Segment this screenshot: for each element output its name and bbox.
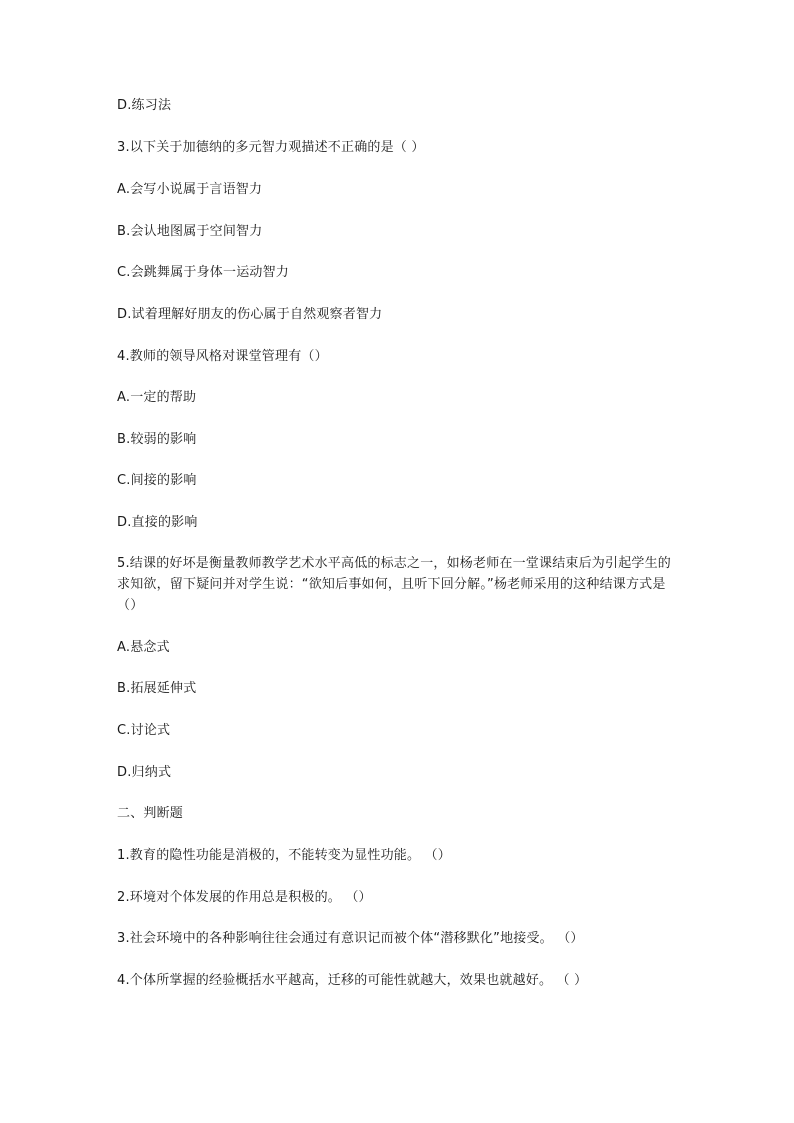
q4-question: 4.教师的领导风格对课堂管理有（） — [117, 349, 328, 364]
q4-option-d: D.直接的影响 — [117, 515, 198, 530]
q2-option-d: D.练习法 — [117, 98, 172, 113]
section-heading-true-false: 二、判断题 — [117, 806, 184, 821]
tf-question-1: 1.教育的隐性功能是消极的，不能转变为显性功能。 （） — [117, 848, 451, 863]
q5-question: 5.结课的好坏是衡量教师教学艺术水平高低的标志之一，如杨老师在一堂课结束后为引起学生的求知欲，留下疑问并对学生说：“欲知后事如何，且听下回分解。”杨老师采用的这种结课方式是（） — [117, 556, 672, 613]
q4-option-a: A.一定的帮助 — [117, 390, 197, 405]
q4-option-c: C.间接的影响 — [117, 473, 197, 488]
tf-question-3: 3.社会环境中的各种影响往往会通过有意识记而被个体“潜移默化”地接受。 （） — [117, 931, 584, 946]
tf-question-4: 4.个体所掌握的经验概括水平越高，迁移的可能性就越大，效果也就越好。 （ ） — [117, 973, 588, 988]
q5-option-a: A.悬念式 — [117, 640, 170, 655]
q5-option-c: C.讨论式 — [117, 723, 171, 738]
q4-option-b: B.较弱的影响 — [117, 432, 197, 447]
tf-question-2: 2.环境对个体发展的作用总是积极的。 （） — [117, 890, 372, 905]
q3-option-d: D.试着理解好朋友的伤心属于自然观察者智力 — [117, 307, 383, 322]
q3-option-b: B.会认地图属于空间智力 — [117, 224, 263, 239]
q3-option-c: C.会跳舞属于身体一运动智力 — [117, 265, 290, 280]
q3-option-a: A.会写小说属于言语智力 — [117, 182, 263, 197]
q5-option-d: D.归纳式 — [117, 765, 172, 780]
q3-question: 3.以下关于加德纳的多元智力观描述不正确的是（ ） — [117, 140, 425, 155]
q5-option-b: B.拓展延伸式 — [117, 681, 197, 696]
